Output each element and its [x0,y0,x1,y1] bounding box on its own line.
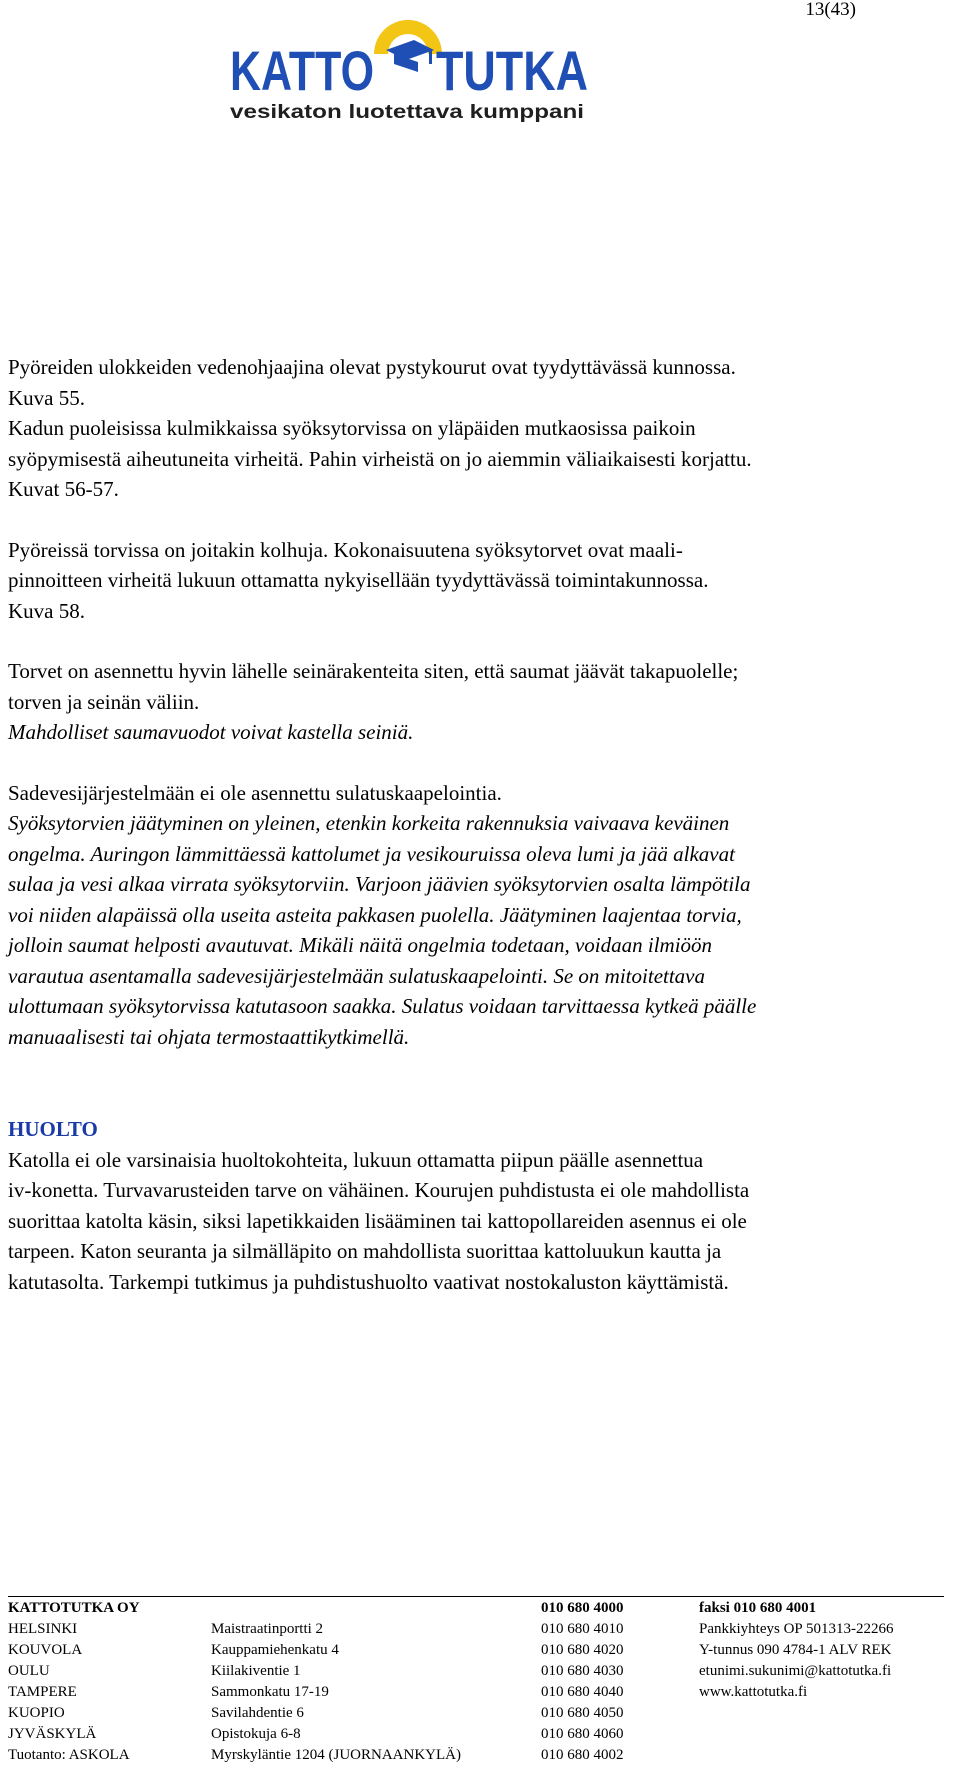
text-line: Pyöreissä torvissa on joitakin kolhuja. Kokonaisuutena syöksytorvet ovat maali- [8,537,683,562]
footer-row [8,1703,944,1724]
text-line: Sadevesijärjestelmään ei ole asennettu sulatuskaapelointia. [8,780,502,805]
footer-cell: Savilahdentie 6 [211,1705,304,1721]
footer-cell: 010 680 4040 [541,1684,624,1700]
text-line-italic: sulaa ja vesi alkaa virrata syöksytorviin. Varjoon jäävien syöksytorvien osalta lämpötila [8,872,751,896]
text-line: torven ja seinän väliin. [8,689,200,714]
footer-cell: Opistokuja 6-8 [211,1726,301,1742]
footer-row [8,1598,944,1619]
text-line: Kuva 58. [8,598,85,623]
footer-cell: KOUVOLA [8,1642,83,1658]
footer-cell: 010 680 4060 [541,1726,624,1742]
footer-cell: 010 680 4050 [541,1705,624,1721]
footer-cell [699,1745,944,1766]
text-line-italic: ulottumaan syöksytorvissa katutasoon saakka. Sulatus voidaan tarvittaessa kytkeä päälle [8,994,757,1018]
footer-cell: Tuotanto: ASKOLA [8,1747,130,1763]
text-line: pinnoitteen virheitä lukuun ottamatta nykyisellään tyydyttävässä toimintakunnossa. [8,568,709,592]
footer-email[interactable]: etunimi.sukunimi@kattotutka.fi [699,1663,892,1679]
text-line-italic: Mahdolliset saumavuodot voivat kastella seiniä. [8,720,414,744]
footer-cell: KUOPIO [8,1705,65,1721]
footer-cell: Y-tunnus 090 4784-1 ALV REK [699,1642,892,1658]
text-line: Kuvat 56-57. [8,477,119,501]
footer-cell: 010 680 4000 [541,1600,624,1616]
text-line: syöpymisestä aiheutuneita virheitä. Pahin virheistä on jo aiemmin väliaikaisesti korjattu. [8,446,752,471]
footer-cell: 010 680 4020 [541,1642,624,1658]
text-line-italic: jolloin saumat helposti avautuvat. Mikäli näitä ongelmia todetaan, voidaan ilmiöön [8,933,713,957]
text-line: tarpeen. Katon seuranta ja silmälläpito on mahdollista suorittaa kattoluukun kautta ja [8,1239,722,1263]
text-line: iv-konetta. Turvavarusteiden tarve on vähäinen. Kourujen puhdistusta ei ole mahdollista [8,1178,750,1202]
footer-cell [211,1598,541,1619]
footer-divider [8,1596,944,1597]
footer-cell: JYVÄSKYLÄ [8,1726,97,1742]
text-line: Katolla ei ole varsinaisia huoltokohteita, lukuun ottamatta piipun päälle asennettua [8,1147,704,1172]
footer-cell: KATTOTUTKA OY [8,1600,140,1616]
footer [8,1596,944,1766]
page-number: 13(43) [805,0,856,20]
logo-word-tutka: TUTKA [436,39,588,102]
text-line-italic: voi niiden alapäissä olla useita asteita pakkasen puolella. Jäätyminen laajentaa torvia, [8,902,742,927]
text-line: suorittaa katolta käsin, siksi lapetikkaiden lisääminen tai kattopollareiden asennus ei ole [8,1208,747,1233]
footer-row [8,1619,944,1640]
footer-cell [699,1724,944,1745]
footer-cell: Myrskyläntie 1204 (JUORNAANKYLÄ) [211,1747,461,1763]
document-body [8,352,948,1297]
footer-cell: 010 680 4002 [541,1747,624,1763]
footer-cell: 010 680 4030 [541,1663,624,1679]
footer-cell: OULU [8,1663,50,1679]
text-line: Kadun puoleisissa kulmikkaissa syöksytorvissa on yläpäiden mutkaosissa paikoin [8,416,696,440]
footer-cell: Pankkiyhteys OP 501313-22266 [699,1621,894,1637]
footer-cell: Maistraatinportti 2 [211,1621,324,1637]
section-heading: HUOLTO [8,1117,98,1141]
text-line: Pyöreiden ulokkeiden vedenohjaajina olevat pystykourut ovat tyydyttävässä kunnossa. [8,355,736,379]
text-line: Torvet on asennettu hyvin lähelle seinärakenteita siten, että saumat jäävät takapuolelle; [8,659,739,683]
footer-row [8,1745,944,1766]
text-line-italic: Syöksytorvien jäätyminen on yleinen, etenkin korkeita rakennuksia vaivaava keväinen [8,811,730,835]
logo-tagline: vesikaton luotettava kumppani [230,102,584,123]
logo-word-katto: KATTO [230,39,374,102]
footer-row [8,1724,944,1745]
footer-cell: faksi 010 680 4001 [699,1600,817,1616]
footer-cell: TAMPERE [8,1684,77,1700]
footer-cell: 010 680 4010 [541,1621,624,1637]
footer-cell: HELSINKI [8,1621,78,1637]
footer-cell: Kauppamiehenkatu 4 [211,1642,339,1658]
kattotutka-logo [228,20,588,124]
text-line: katutasolta. Tarkempi tutkimus ja puhdistushuolto vaativat nostokaluston käyttämistä. [8,1269,729,1294]
text-line-italic: ongelma. Auringon lämmittäessä kattolumet ja vesikouruissa oleva lumi ja jää alkavat [8,841,735,866]
footer-website-link[interactable]: www.kattotutka.fi [699,1684,808,1700]
text-line-italic: varautua asentamalla sadevesijärjestelmään sulatuskaapelointi. Se on mitoitettava [8,963,705,988]
footer-row [8,1661,944,1682]
logo-graduation-cap-icon [374,20,442,72]
footer-cell [699,1703,944,1724]
footer-cell: Sammonkatu 17-19 [211,1684,329,1700]
footer-row [8,1682,944,1703]
text-line-italic: manuaalisesti tai ohjata termostaattikytkimellä. [8,1024,410,1049]
text-line: Kuva 55. [8,385,85,410]
footer-row [8,1640,944,1661]
footer-cell: Kiilakiventie 1 [211,1663,301,1679]
